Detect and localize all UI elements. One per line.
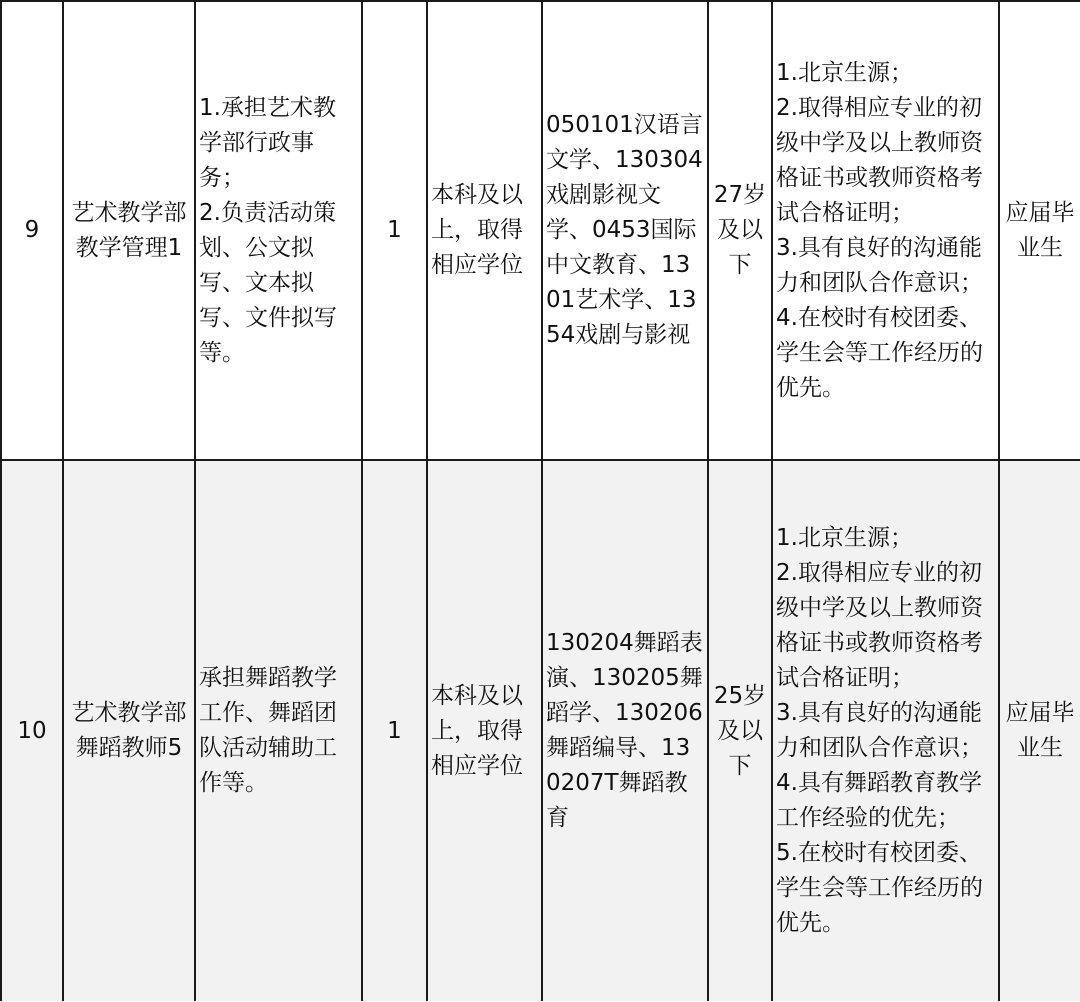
major-requirement: 130204舞蹈表演、130205舞蹈学、130206舞蹈编导、130207T舞蹈教育	[542, 460, 708, 1001]
job-duties: 1.承担艺术教学部行政事务； 2.负责活动策划、公文拟写、文本拟写、文件拟写等。	[195, 1, 362, 460]
candidate-type: 应届毕业生	[999, 1, 1080, 460]
table-row	[1, 1, 1080, 460]
table-row	[1, 460, 1080, 1001]
education-requirement: 本科及以上，取得相应学位	[427, 1, 542, 460]
candidate-type: 应届毕业生	[999, 460, 1080, 1001]
row-number: 9	[1, 1, 63, 460]
other-requirements: 1.北京生源； 2.取得相应专业的初级中学及以上教师资格证书或教师资格考试合格证明； 3.具有良好的沟通能力和团队合作意识； 4.在校时有校团委、学生会等工作经历的优先。	[772, 1, 999, 460]
education-requirement: 本科及以上，取得相应学位	[427, 460, 542, 1001]
job-duties: 承担舞蹈教学工作、舞蹈团队活动辅助工作等。	[195, 460, 362, 1001]
hiring-count: 1	[362, 1, 427, 460]
other-requirements: 1.北京生源； 2.取得相应专业的初级中学及以上教师资格证书或教师资格考试合格证明； 3.具有良好的沟通能力和团队合作意识； 4.具有舞蹈教育教学工作经验的优先； 5.在校时有校团委、学生会等工作经历的优先。	[772, 460, 999, 1001]
row-number: 10	[1, 460, 63, 1001]
position-name: 艺术教学部舞蹈教师5	[63, 460, 195, 1001]
age-requirement: 25岁及以下	[708, 460, 772, 1001]
age-requirement: 27岁及以下	[708, 1, 772, 460]
hiring-count: 1	[362, 460, 427, 1001]
major-requirement: 050101汉语言文学、130304戏剧影视文学、0453国际中文教育、1301艺术学、1354戏剧与影视	[542, 1, 708, 460]
position-name: 艺术教学部教学管理1	[63, 1, 195, 460]
